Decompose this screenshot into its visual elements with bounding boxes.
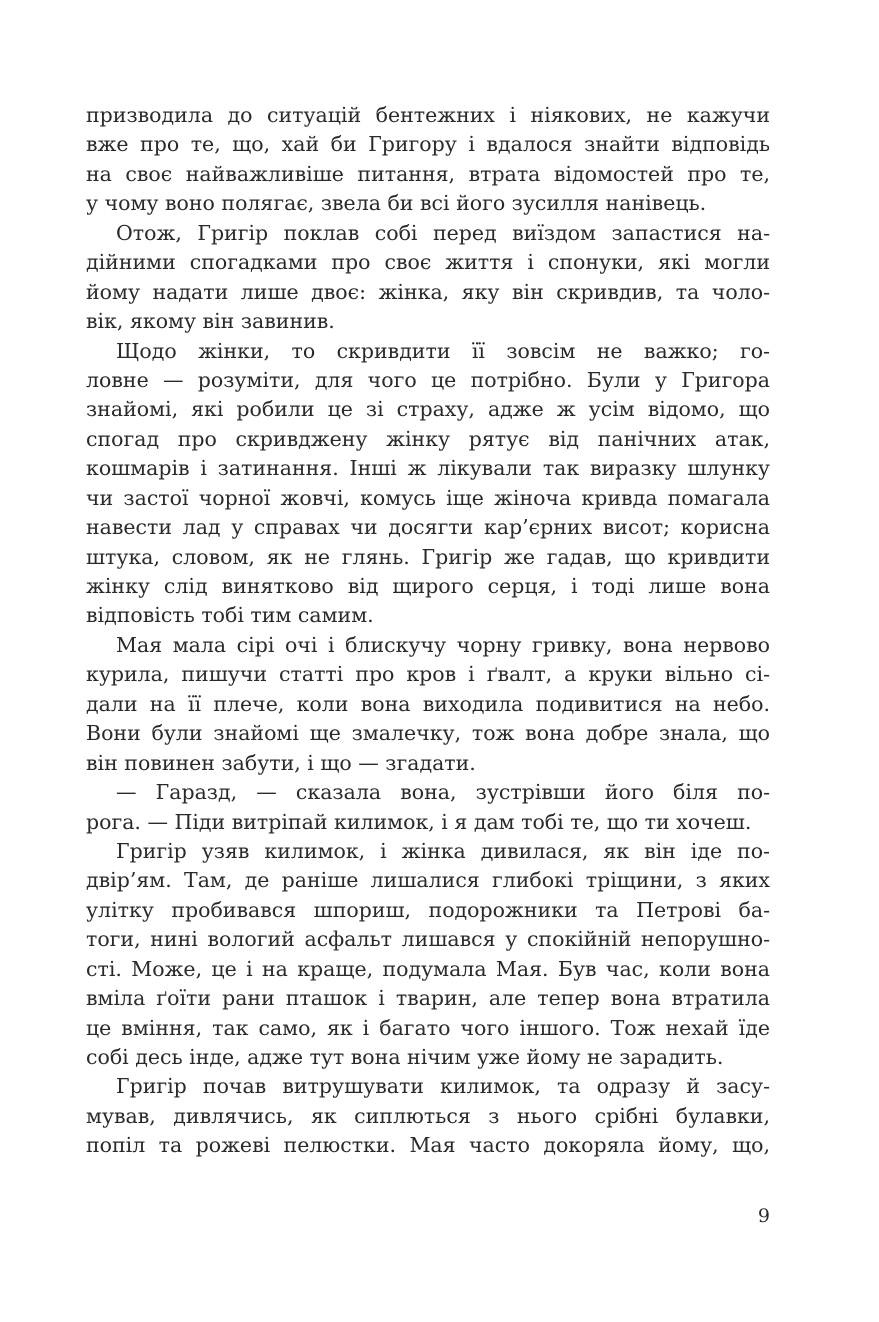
text-line: кошмарів і затинання. Інші ж лікували так виразку шлунку — [86, 456, 770, 481]
text-line: Григір почав витрушувати килимок, та одразу й засу- — [116, 1074, 770, 1099]
text-line: собі десь інде, адже тут вона нічим уже йому не зарадить. — [86, 1045, 724, 1069]
text-line: дійними спогадками про своє життя і спонуки, які могли — [86, 250, 770, 275]
text-line: Григір узяв килимок, і жінка дивилася, як він іде по- — [116, 838, 770, 863]
text-line: тоги, нині вологий асфальт лишався у спокійній непорушно- — [86, 927, 770, 952]
text-line: це вміння, так само, як і багато чого іншого. Тож нехай їде — [86, 1015, 770, 1040]
text-line: курила, пишучи статті про кров і ґвалт, а круки вільно сі- — [86, 662, 770, 687]
text-line: призводила до ситуацій бентежних і ніякових, не кажучи — [86, 103, 770, 127]
text-line: мував, дивлячись, як сиплються з нього срібні булавки, — [86, 1103, 770, 1128]
paragraph — [86, 837, 770, 1073]
text-line: двір’ям. Там, де раніше лишалися глибокі тріщини, з яких — [86, 868, 770, 893]
paragraph — [86, 219, 770, 337]
text-line: ловне — розуміти, для чого це потрібно. Були у Григора — [86, 367, 770, 392]
body-text — [86, 101, 770, 1161]
text-line: чи застої чорної жовчі, комусь іще жіноча кривда помагала — [86, 485, 770, 510]
paragraph — [86, 101, 770, 219]
page-number: 9 — [757, 1205, 770, 1227]
text-line: Вони були знайомі ще змалечку, тож вона добре знала, що — [86, 721, 770, 746]
text-line: навести лад у справах чи досягти кар’єрних висот; корисна — [86, 515, 770, 540]
text-line: він повинен забути, і що — згадати. — [86, 750, 476, 775]
text-line: — Гаразд, — сказала вона, зустрівши його біля по- — [116, 780, 770, 805]
text-line: Щодо жінки, то скривдити її зовсім не важко; го- — [116, 338, 770, 363]
paragraph — [86, 631, 770, 778]
text-line: улітку пробивався шпориш, подорожники та Петрові ба- — [86, 897, 770, 922]
text-line: вміла ґоїти рани пташок і тварин, але тепер вона втратила — [86, 986, 770, 1011]
text-line: спогад про скривджену жінку рятує від панічних атак, — [86, 426, 770, 451]
paragraph — [86, 337, 770, 631]
text-line: попіл та рожеві пелюстки. Мая часто докоряла йому, що, — [86, 1133, 770, 1158]
text-line: вік, якому він завинив. — [86, 309, 335, 334]
text-line: знайомі, які робили це зі страху, адже ж усім відомо, що — [86, 397, 770, 422]
text-line: штука, словом, як не глянь. Григір же гадав, що кривдити — [86, 544, 770, 569]
text-line: вже про те, що, хай би Григору і вдалося знайти відповідь — [86, 132, 770, 157]
text-line: жінку слід винятково від щирого серця, і тоді лише вона — [86, 574, 770, 598]
text-line: Мая мала сірі очі і блискучу чорну гривку, вона нервово — [116, 632, 770, 657]
text-line: у чому воно полягає, звела би всі його зусилля нанівець. — [86, 191, 707, 216]
text-line: дали на її плече, коли вона виходила подивитися на небо. — [86, 691, 770, 716]
text-line: на своє найважливіше питання, втрата відомостей про те, — [86, 161, 770, 186]
text-line: Отож, Григір поклав собі перед виїздом запастися на- — [116, 220, 770, 245]
text-line: відповість тобі тим самим. — [86, 603, 374, 628]
text-line: йому надати лише двоє: жінка, яку він скривдив, та чоло- — [86, 279, 770, 304]
text-line: сті. Може, це і на краще, подумала Мая. Був час, коли вона — [86, 956, 770, 981]
paragraph — [86, 1072, 770, 1160]
paragraph — [86, 778, 770, 837]
text-line: рога. — Піди витріпай килимок, і я дам тобі те, що ти хочеш. — [86, 809, 752, 834]
